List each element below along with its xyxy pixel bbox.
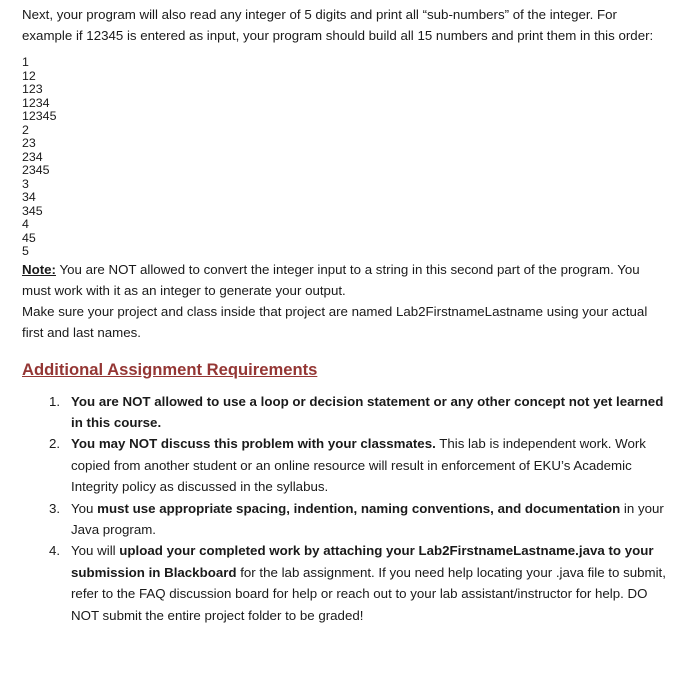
output-line: 2345	[22, 163, 50, 177]
output-line: 5	[22, 244, 29, 258]
output-line: 34	[22, 190, 36, 204]
document-page	[22, 4, 670, 626]
sample-output-list	[22, 56, 670, 259]
output-line: 345	[22, 203, 43, 218]
requirement-text: This lab is independent work. Work copied from another student or an online resource will result in enforcement of EKU’s Academic Integrity policy as discussed in the syllabus.	[71, 436, 646, 495]
output-line: 1	[22, 55, 29, 69]
requirement-text: You will	[71, 543, 120, 559]
requirement-number: 2.	[49, 436, 61, 452]
requirement-item	[22, 540, 670, 626]
requirement-number: 4.	[49, 543, 61, 559]
output-line: 1234	[22, 95, 50, 110]
requirement-text: in your Java program.	[71, 500, 664, 537]
output-line: 12	[22, 68, 36, 83]
output-line: 45	[22, 230, 36, 245]
output-line: 23	[22, 136, 36, 150]
requirement-item	[22, 433, 670, 497]
output-line: 12345	[22, 109, 57, 123]
requirement-text-bold: You are NOT allowed to use a loop or decision statement or any other concept not yet learned in this course.	[71, 393, 664, 430]
output-line: 3	[22, 176, 29, 191]
output-line: 123	[22, 82, 43, 96]
requirement-text: You	[71, 500, 98, 516]
note-text: You are NOT allowed to convert the integer input to a string in this second part of the program. You must work with it as an integer to generate your output.	[22, 261, 640, 298]
note-paragraph	[22, 259, 670, 301]
requirement-text-bold: upload your completed work by attaching your Lab2FirstnameLastname.java to your submission in Blackboard	[71, 543, 654, 580]
requirement-text: for the lab assignment. If you need help locating your .java file to submit, refer to the FAQ discussion board for help or reach out to your lab assistant/instructor for help. DO NOT submit the entire project folder to be graded!	[71, 564, 666, 623]
note-label: Note:	[22, 261, 56, 277]
requirement-number: 3.	[49, 500, 61, 516]
naming-paragraph: Make sure your project and class inside that project are named Lab2FirstnameLastname using your actual first and last names.	[22, 303, 648, 340]
requirement-item	[22, 391, 670, 434]
requirement-number: 1.	[49, 393, 61, 409]
requirement-item	[22, 498, 670, 541]
section-heading: Additional Assignment Requirements	[22, 359, 318, 379]
requirement-text-bold: You may NOT discuss this problem with your classmates.	[71, 436, 436, 452]
requirement-text-bold: must use appropriate spacing, indention, naming conventions, and documentation	[97, 500, 621, 516]
output-line: 234	[22, 149, 43, 164]
output-line: 4	[22, 217, 29, 231]
output-line: 2	[22, 122, 29, 137]
intro-paragraph: Next, your program will also read any integer of 5 digits and print all “sub-numbers” of the integer. For example if 12345 is entered as input, your program should build all 15 numbers and print them in this order:	[22, 7, 654, 43]
requirements-list	[22, 391, 670, 626]
